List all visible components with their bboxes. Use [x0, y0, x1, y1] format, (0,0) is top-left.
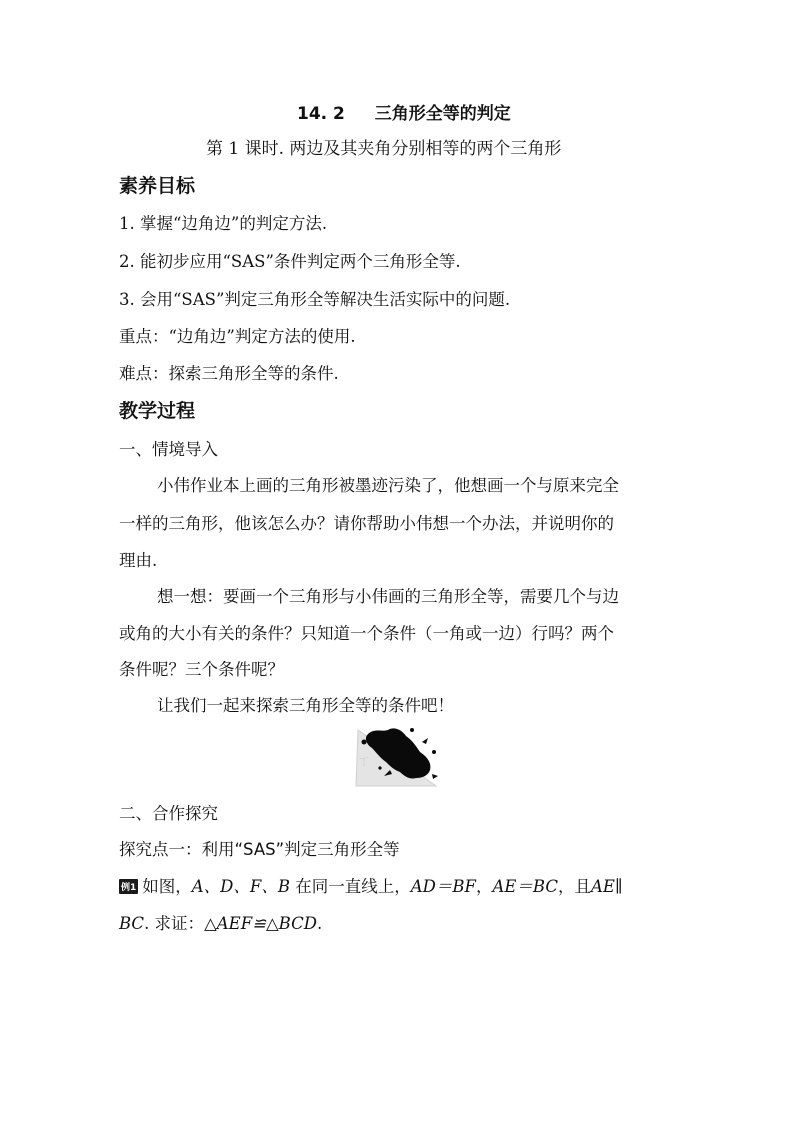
- process-heading: 教学过程: [119, 400, 196, 422]
- difficulty-label: 难点：: [119, 364, 169, 383]
- example-text: ，且: [557, 877, 591, 896]
- example-text: .: [316, 914, 323, 933]
- key-point: [119, 323, 356, 347]
- example-text: . 求证：: [144, 914, 205, 933]
- ink-speck: [362, 740, 367, 745]
- explore-point-1: 探究点一：利用“SAS”判定三角形全等: [119, 840, 400, 859]
- example-condition-ae-bc: AE＝BC: [492, 877, 558, 896]
- ink-speck: [378, 766, 381, 769]
- example-text: ，: [475, 877, 493, 896]
- example-condition-parallel: AE∥: [590, 877, 623, 896]
- example-points: A、D、F、B: [191, 877, 290, 896]
- think-paragraph-line: 或角的大小有关的条件？只知道一个条件（一角或一边）行吗？两个: [119, 624, 614, 643]
- goals-heading: 素养目标: [119, 175, 196, 197]
- think-paragraph-line: 想一想：要画一个三角形与小伟画的三角形全等，需要几个与边: [157, 587, 619, 606]
- example-1-line-1: [119, 873, 623, 897]
- section-number: 14. 2: [297, 104, 345, 124]
- explore-invitation: 让我们一起来探索三角形全等的条件吧！: [157, 696, 454, 715]
- example-1-line-2: [119, 910, 322, 934]
- intro-paragraph-line: 一样的三角形，他该怎么办？请你帮助小伟想一个办法，并说明你的: [119, 514, 614, 533]
- example-segment-bc: BC: [119, 914, 145, 933]
- section-title: 三角形全等的判定: [374, 104, 511, 124]
- example-text: 在同一直线上，: [289, 877, 411, 896]
- think-paragraph-line: 条件呢？三个条件呢？: [119, 660, 284, 679]
- ink-speck: [410, 728, 414, 732]
- faint-mark: ㄒ: [357, 754, 371, 770]
- difficulty-point: [119, 360, 339, 384]
- section2-heading: 二、合作探究: [119, 804, 218, 823]
- example-condition-ad-bf: AD＝BF: [410, 877, 476, 896]
- difficulty-text: 探索三角形全等的条件.: [168, 364, 339, 383]
- section1-heading: 一、情境导入: [119, 440, 218, 459]
- example-badge: 例1: [119, 879, 138, 894]
- lesson-subtitle: 第 1 课时. 两边及其夹角分别相等的两个三角形: [206, 139, 562, 159]
- goal-item-3: 3. 会用“SAS”判定三角形全等解决生活实际中的问题.: [119, 290, 511, 309]
- page-title: [297, 99, 511, 124]
- intro-paragraph-line: 理由.: [119, 551, 158, 570]
- example-text: 如图，: [142, 877, 192, 896]
- goal-item-2: 2. 能初步应用“SAS”条件判定两个三角形全等.: [119, 252, 461, 271]
- intro-paragraph-line: 小伟作业本上画的三角形被墨迹污染了，他想画一个与原来完全: [157, 476, 619, 495]
- key-text: “边角边”判定方法的使用.: [168, 327, 356, 346]
- key-label: 重点：: [119, 327, 169, 346]
- ink-stained-triangle-figure: [350, 722, 440, 790]
- goal-item-1: 1. 掌握“边角边”的判定方法.: [119, 214, 328, 233]
- ink-speck: [432, 750, 436, 754]
- example-congruence: △AEF≌△BCD: [204, 914, 317, 933]
